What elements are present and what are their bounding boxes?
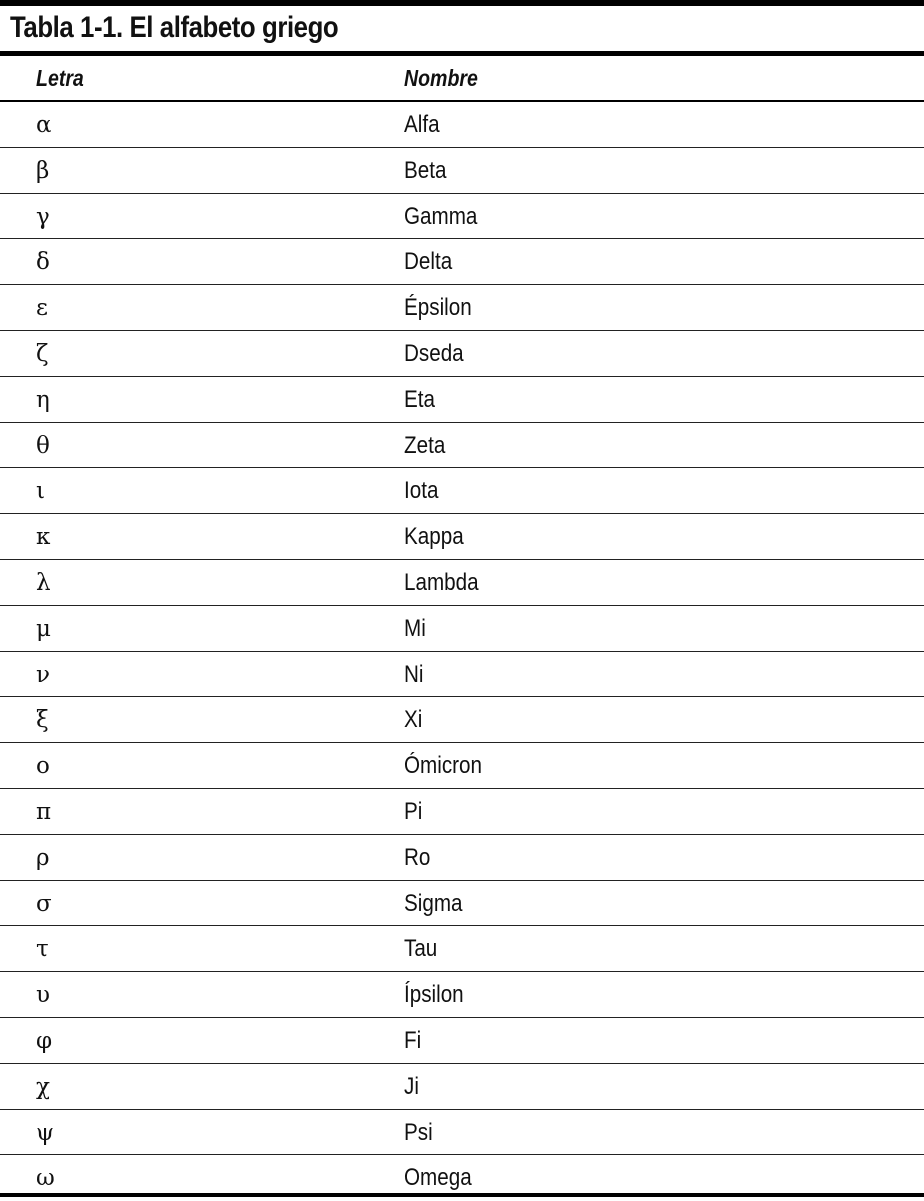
greek-letter-cell: ψ xyxy=(36,1119,55,1146)
table-row xyxy=(0,102,924,148)
table-row xyxy=(0,468,924,514)
table-row xyxy=(0,1064,924,1110)
greek-letter-cell: τ xyxy=(36,936,49,963)
letter-name-cell: Ni xyxy=(404,660,424,688)
table-title: Tabla 1-1. El alfabeto griego xyxy=(10,11,339,44)
table-row xyxy=(0,148,924,194)
letter-name-cell: Dseda xyxy=(404,339,464,367)
table-row xyxy=(0,743,924,789)
table-row xyxy=(0,239,924,285)
greek-letter-cell: φ xyxy=(36,1027,53,1054)
greek-letter-cell: ω xyxy=(36,1165,55,1192)
greek-letter-cell: π xyxy=(36,798,52,825)
table-row xyxy=(0,972,924,1018)
letter-name-cell: Fi xyxy=(404,1026,422,1054)
greek-letter-cell: β xyxy=(36,157,50,184)
greek-letter-cell: χ xyxy=(36,1073,50,1100)
greek-letter-cell: λ xyxy=(36,569,51,596)
letter-name-cell: Sigma xyxy=(404,889,463,917)
greek-letter-cell: ρ xyxy=(36,844,50,871)
table-row xyxy=(0,285,924,331)
letter-name-cell: Ji xyxy=(404,1072,419,1100)
table-row xyxy=(0,1110,924,1156)
letter-name-cell: Pi xyxy=(404,797,423,825)
table-row xyxy=(0,789,924,835)
greek-letter-cell: γ xyxy=(36,203,50,230)
greek-letter-cell: θ xyxy=(36,432,50,459)
letter-name-cell: Zeta xyxy=(404,431,446,459)
table-row xyxy=(0,1018,924,1064)
greek-letter-cell: ε xyxy=(36,295,48,322)
greek-letter-cell: σ xyxy=(36,890,52,917)
letter-name-cell: Mi xyxy=(404,614,426,642)
letter-name-cell: Delta xyxy=(404,248,453,276)
letter-name-cell: Omega xyxy=(404,1164,472,1192)
table-header-row xyxy=(0,56,924,100)
letter-name-cell: Épsilon xyxy=(404,294,472,322)
letter-name-cell: Kappa xyxy=(404,523,464,551)
letter-name-cell: Tau xyxy=(404,935,438,963)
header-name: Nombre xyxy=(404,65,478,91)
greek-letter-cell: ι xyxy=(36,478,46,505)
letter-name-cell: Alfa xyxy=(404,111,440,138)
table-row xyxy=(0,514,924,560)
letter-name-cell: Beta xyxy=(404,156,447,184)
letter-name-cell: Ípsilon xyxy=(404,981,464,1009)
letter-name-cell: Ro xyxy=(404,843,431,871)
bottom-rule xyxy=(0,1193,924,1197)
letter-name-cell: Gamma xyxy=(404,202,478,230)
table-row xyxy=(0,835,924,881)
header-letter: Letra xyxy=(36,65,84,91)
greek-letter-cell: ο xyxy=(36,753,50,780)
greek-letter-cell: η xyxy=(36,386,50,413)
letter-name-cell: Ómicron xyxy=(404,752,482,780)
table-row xyxy=(0,881,924,927)
top-rule xyxy=(0,0,924,6)
table-row xyxy=(0,331,924,377)
table-row xyxy=(0,697,924,743)
table-row xyxy=(0,194,924,240)
table-row xyxy=(0,606,924,652)
greek-letter-cell: ζ xyxy=(36,340,49,367)
letter-name-cell: Psi xyxy=(404,1118,433,1146)
table-row xyxy=(0,560,924,606)
greek-letter-cell: ν xyxy=(36,661,50,688)
greek-letter-cell: υ xyxy=(36,982,50,1009)
table-row xyxy=(0,652,924,698)
letter-name-cell: Lambda xyxy=(404,568,479,596)
greek-letter-cell: κ xyxy=(36,524,51,551)
letter-name-cell: Iota xyxy=(404,477,439,505)
greek-letter-cell: α xyxy=(36,112,52,138)
greek-letter-cell: μ xyxy=(36,615,51,642)
table-row xyxy=(0,423,924,469)
table-row xyxy=(0,377,924,423)
greek-letter-cell: ξ xyxy=(36,707,49,734)
letter-name-cell: Eta xyxy=(404,385,435,413)
greek-letter-cell: δ xyxy=(36,249,50,276)
table-row xyxy=(0,926,924,972)
table-body xyxy=(0,102,924,1201)
letter-name-cell: Xi xyxy=(404,706,423,734)
